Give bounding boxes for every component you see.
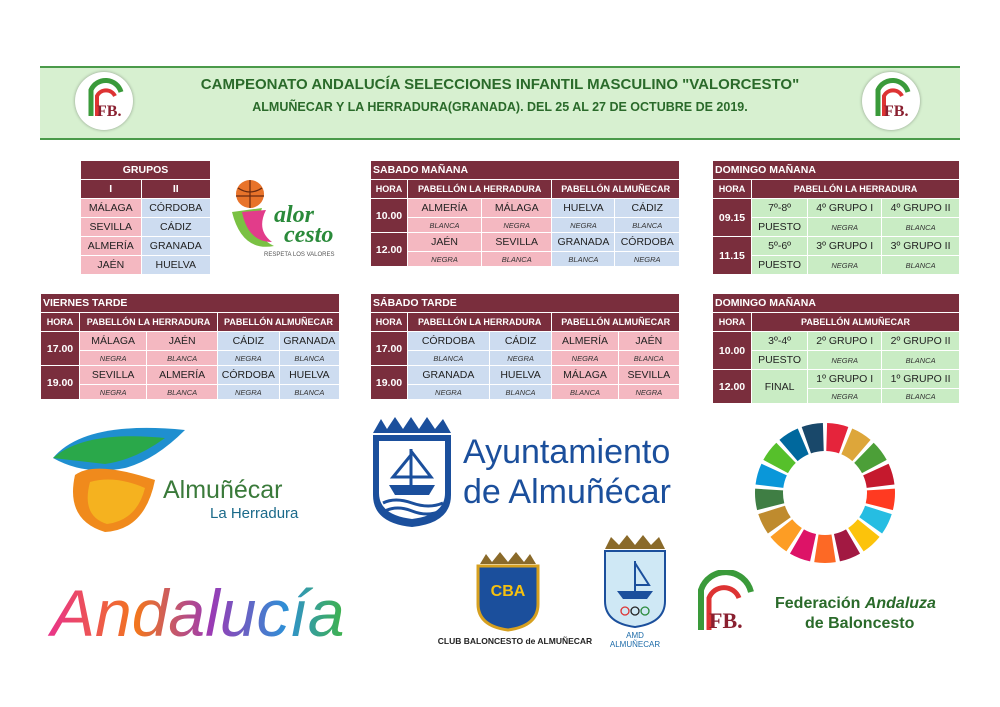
ayuntamiento-text-2: de Almuñécar [463, 473, 671, 511]
table-title: SABADO MAÑANA [371, 161, 680, 180]
color-label: BLANCA [408, 218, 482, 233]
match-time: 10.00 [713, 332, 752, 370]
venue-header: PABELLÓN ALMUÑECAR [218, 313, 340, 332]
team-cell: JAÉN [408, 233, 482, 252]
herradura-text: La Herradura [210, 505, 299, 522]
sdg-wheel-icon [752, 420, 898, 566]
color-label: BLANCA [552, 252, 615, 267]
color-label: NEGRA [408, 385, 490, 400]
hora-header: HORA [371, 180, 408, 199]
fab-text-b: Andaluza [864, 595, 936, 612]
team-cell: CÓRDOBA [408, 332, 490, 351]
venue-header: PABELLÓN LA HERRADURA [80, 313, 218, 332]
group-cell: MÁLAGA [81, 199, 142, 218]
team-cell: MÁLAGA [552, 366, 618, 385]
table-title: VIERNES TARDE [41, 294, 340, 313]
team-cell: 2º GRUPO II [882, 332, 960, 351]
fab-text-2: de Baloncesto [805, 615, 915, 632]
amd-text-2: ALMUÑECAR [609, 640, 661, 649]
group-cell: GRANADA [141, 237, 211, 256]
color-label: NEGRA [808, 256, 882, 275]
venue-header: PABELLÓN LA HERRADURA [408, 313, 552, 332]
color-label: BLANCA [882, 351, 960, 370]
color-label: NEGRA [80, 385, 147, 400]
team-cell: SEVILLA [618, 366, 679, 385]
domingo-manana-herradura-table [712, 160, 960, 275]
color-label: BLANCA [147, 385, 218, 400]
match-time: 19.00 [371, 366, 408, 400]
hora-header: HORA [713, 313, 752, 332]
puesto-cell: 7º-8º [752, 199, 808, 218]
match-time: 12.00 [371, 233, 408, 267]
svg-text:FB.: FB. [709, 608, 743, 633]
match-time: 12.00 [713, 370, 752, 404]
color-label: BLANCA [615, 218, 680, 233]
group-cell: CÓRDOBA [141, 199, 211, 218]
team-cell: ALMERÍA [147, 366, 218, 385]
team-cell: MÁLAGA [482, 199, 552, 218]
amd-text: AMD [626, 631, 644, 640]
color-label: BLANCA [552, 385, 618, 400]
team-cell: 3º GRUPO I [808, 237, 882, 256]
ayuntamiento-text: Ayuntamiento [463, 433, 671, 471]
group-cell: JAÉN [81, 256, 142, 275]
color-label: BLANCA [882, 218, 960, 237]
venue-header: PABELLÓN ALMUÑECAR [752, 313, 960, 332]
cba-logo [430, 550, 600, 650]
table-title: DOMINGO MAÑANA [713, 161, 960, 180]
team-cell: 1º GRUPO I [808, 370, 882, 389]
team-cell: CÁDIZ [615, 199, 680, 218]
valorcesto-tagline: RESPETA LOS VALORES [264, 252, 335, 258]
color-label: NEGRA [489, 351, 552, 366]
sdg-segment [866, 489, 895, 510]
fab-logo [695, 570, 965, 640]
team-cell: HUELVA [279, 366, 339, 385]
team-cell: ALMERÍA [552, 332, 618, 351]
color-label: BLANCA [882, 389, 960, 404]
table-title: DOMINGO MAÑANA [713, 294, 960, 313]
puesto-cell: PUESTO [752, 351, 808, 370]
color-label: BLANCA [489, 385, 552, 400]
puesto-cell: PUESTO [752, 218, 808, 237]
page-title: CAMPEONATO ANDALUCÍA SELECCIONES INFANTIL MASCULINO "VALORCESTO" [200, 76, 800, 93]
cba-text: CBA [490, 583, 526, 600]
team-cell: CÓRDOBA [615, 233, 680, 252]
team-cell: HUELVA [489, 366, 552, 385]
color-label: BLANCA [882, 256, 960, 275]
puesto-cell: FINAL [752, 370, 808, 404]
svg-text:FB.: FB. [97, 103, 122, 120]
color-label: NEGRA [408, 252, 482, 267]
team-cell: SEVILLA [80, 366, 147, 385]
team-cell: 2º GRUPO I [808, 332, 882, 351]
team-cell: GRANADA [408, 366, 490, 385]
color-label: BLANCA [279, 351, 339, 366]
color-label: NEGRA [615, 252, 680, 267]
match-time: 11.15 [713, 237, 752, 275]
team-cell: GRANADA [279, 332, 339, 351]
color-label: NEGRA [80, 351, 147, 366]
team-cell: 1º GRUPO II [882, 370, 960, 389]
team-cell: SEVILLA [482, 233, 552, 252]
puesto-cell: PUESTO [752, 256, 808, 275]
valorcesto-line2: cesto [284, 222, 334, 248]
team-cell: GRANADA [552, 233, 615, 252]
group-cell: HUELVA [141, 256, 211, 275]
fb-logo-right [862, 72, 920, 130]
venue-header: PABELLÓN LA HERRADURA [408, 180, 552, 199]
andalucia-logo [45, 560, 425, 660]
color-label: BLANCA [279, 385, 339, 400]
puesto-cell: 5º-6º [752, 237, 808, 256]
match-time: 10.00 [371, 199, 408, 233]
svg-text:Federación Andaluza [775, 595, 936, 612]
valorcesto-line1: alor [274, 202, 315, 228]
domingo-manana-almunecar-table [712, 293, 960, 404]
ayuntamiento-logo [365, 415, 725, 530]
color-label: NEGRA [482, 218, 552, 233]
team-cell: MÁLAGA [80, 332, 147, 351]
sdg-segment [755, 489, 784, 510]
hora-header: HORA [41, 313, 80, 332]
amd-logo [595, 535, 675, 650]
group-col-1: I [81, 180, 142, 199]
sdg-segment [814, 534, 836, 563]
sabado-tarde-table [370, 293, 680, 400]
table-title: SÁBADO TARDE [371, 294, 680, 313]
groups-title: GRUPOS [81, 161, 211, 180]
color-label: NEGRA [808, 389, 882, 404]
color-label: BLANCA [408, 351, 490, 366]
color-label: NEGRA [218, 351, 280, 366]
group-cell: ALMERÍA [81, 237, 142, 256]
almunecar-text: Almuñécar [163, 476, 283, 504]
color-label: BLANCA [482, 252, 552, 267]
group-cell: SEVILLA [81, 218, 142, 237]
team-cell: 3º GRUPO II [882, 237, 960, 256]
almunecar-herradura-logo [45, 420, 335, 540]
team-cell: 4º GRUPO I [808, 199, 882, 218]
team-cell: CÁDIZ [218, 332, 280, 351]
cba-caption: CLUB BALONCESTO de ALMUÑECAR [437, 636, 593, 646]
color-label: NEGRA [552, 218, 615, 233]
hora-header: HORA [713, 180, 752, 199]
header-banner [40, 66, 960, 140]
team-cell: CÓRDOBA [218, 366, 280, 385]
fab-text: Federación [775, 595, 861, 612]
svg-text:FB.: FB. [884, 103, 909, 120]
team-cell: CÁDIZ [489, 332, 552, 351]
color-label: BLANCA [147, 351, 218, 366]
team-cell: ALMERÍA [408, 199, 482, 218]
group-cell: CÁDIZ [141, 218, 211, 237]
puesto-cell: 3º-4º [752, 332, 808, 351]
venue-header: PABELLÓN ALMUÑECAR [552, 180, 680, 199]
match-time: 17.00 [371, 332, 408, 366]
match-time: 09.15 [713, 199, 752, 237]
team-cell: 4º GRUPO II [882, 199, 960, 218]
color-label: BLANCA [618, 351, 679, 366]
fb-logo-left [75, 72, 133, 130]
group-col-2: II [141, 180, 211, 199]
match-time: 19.00 [41, 366, 80, 400]
color-label: NEGRA [218, 385, 280, 400]
hora-header: HORA [371, 313, 408, 332]
venue-header: PABELLÓN LA HERRADURA [752, 180, 960, 199]
viernes-tarde-table [40, 293, 340, 400]
color-label: NEGRA [808, 351, 882, 370]
color-label: NEGRA [552, 351, 618, 366]
andalucia-text: Andalucía [51, 576, 345, 650]
groups-table [80, 160, 211, 275]
match-time: 17.00 [41, 332, 80, 366]
page-subtitle: ALMUÑECAR Y LA HERRADURA(GRANADA). DEL 25 AL 27 DE OCTUBRE DE 2019. [252, 100, 748, 114]
venue-header: PABELLÓN ALMUÑECAR [552, 313, 680, 332]
team-cell: HUELVA [552, 199, 615, 218]
sabado-manana-table [370, 160, 680, 267]
team-cell: JAÉN [147, 332, 218, 351]
color-label: NEGRA [618, 385, 679, 400]
color-label: NEGRA [808, 218, 882, 237]
valorcesto-logo [222, 172, 362, 262]
team-cell: JAÉN [618, 332, 679, 351]
